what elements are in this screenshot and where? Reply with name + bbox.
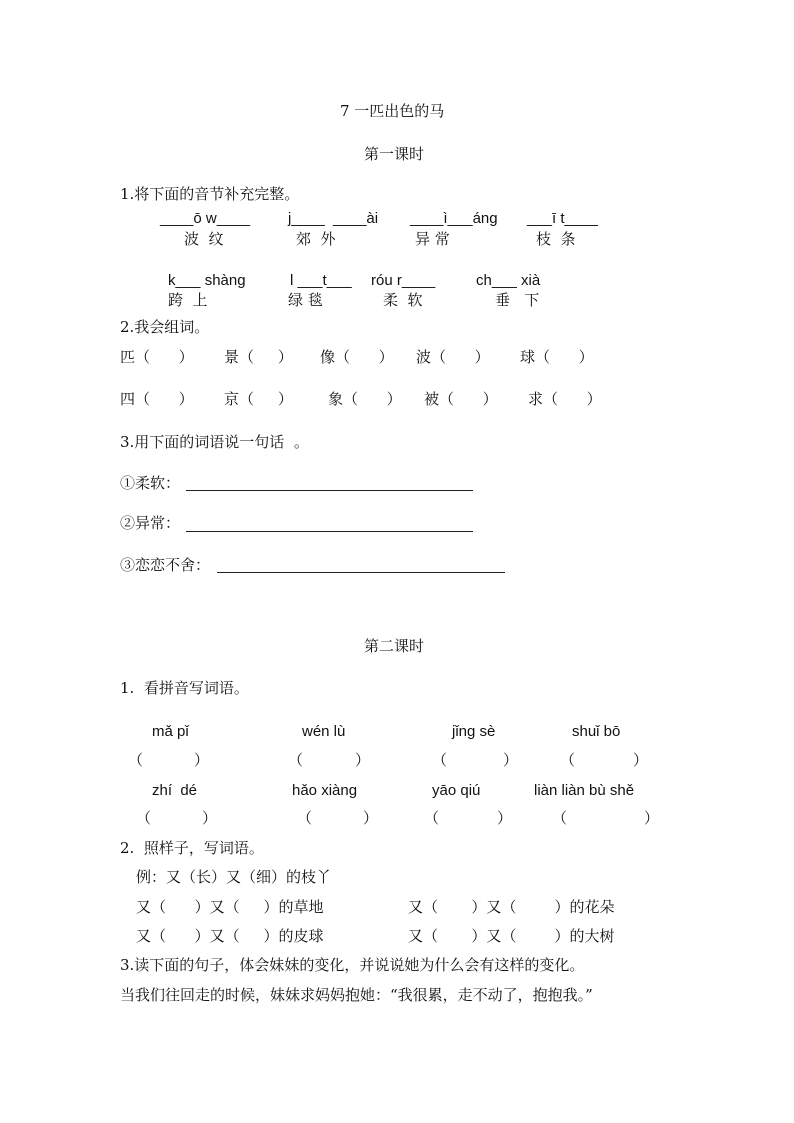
answer-paren-close: ）: [644, 809, 660, 827]
l2-q3-title: 3.读下面的句子，体会妹妹的变化，并说说她为什么会有这样的变化。: [120, 956, 585, 974]
phrase-blank: 又（ ）又（ ）的大树: [408, 927, 615, 945]
word-chars: 枝 条: [536, 230, 576, 248]
pinyin-blank: l ___t___: [290, 272, 352, 289]
answer-paren-close: ）: [363, 809, 379, 827]
pinyin-prompt: mǎ pǐ: [152, 723, 189, 740]
answer-paren-close: ）: [202, 809, 218, 827]
word-group-blank: 象（ ）: [328, 390, 402, 408]
word-chars: 柔 软: [383, 291, 423, 309]
word-group-blank: 球（ ）: [520, 348, 594, 366]
answer-paren-close: ）: [194, 751, 210, 769]
pinyin-prompt: yāo qiú: [432, 782, 481, 799]
word-chars: 波 纹: [184, 230, 224, 248]
worksheet-title: 7 一匹出色的马: [340, 102, 445, 120]
answer-paren-open: （: [424, 809, 440, 827]
pinyin-blank: j____ ____ài: [288, 210, 379, 227]
example-line: 例：又（长）又（细）的枝丫: [136, 868, 332, 886]
word-group-blank: 求（ ）: [528, 390, 602, 408]
word-group-blank: 四（ ）: [120, 390, 194, 408]
l1-q1-title: 1.将下面的音节补充完整。: [120, 185, 300, 203]
word-chars: 异 常: [415, 230, 450, 248]
sentence-item-label: ①柔软：: [120, 474, 181, 492]
word-chars: 绿 毯: [288, 291, 323, 309]
l1-q3-title: 3.用下面的词语说一句话 。: [120, 433, 309, 451]
sentence-item-label: ③恋恋不舍：: [120, 556, 211, 574]
phrase-blank: 又（ ）又（ ）的花朵: [408, 898, 615, 916]
pinyin-prompt: wén lù: [302, 723, 346, 740]
pinyin-blank: k___ shàng: [168, 272, 246, 289]
pinyin-blank: róu r____: [371, 272, 436, 289]
word-group-blank: 景（ ）: [224, 348, 293, 366]
l2-q2-title: 2. 照样子，写词语。: [120, 839, 264, 857]
phrase-blank: 又（ ）又（ ）的草地: [136, 898, 324, 916]
word-chars: 跨 上: [168, 291, 208, 309]
l1-q2-title: 2.我会组词。: [120, 318, 210, 336]
answer-paren-close: ）: [503, 751, 519, 769]
lesson1-heading: 第一课时: [364, 145, 425, 163]
l2-q1-title: 1. 看拼音写词语。: [120, 679, 249, 697]
answer-paren-open: （: [128, 751, 144, 769]
answer-line: [217, 572, 505, 573]
pinyin-prompt: jǐng sè: [452, 723, 496, 740]
word-group-blank: 波（ ）: [416, 348, 490, 366]
pinyin-blank: ____ō w____: [160, 210, 251, 227]
word-group-blank: 匹（ ）: [120, 348, 194, 366]
answer-line: [186, 531, 473, 532]
word-group-blank: 像（ ）: [320, 348, 394, 366]
answer-line: [186, 490, 473, 491]
pinyin-prompt: hǎo xiàng: [292, 782, 358, 799]
answer-paren-open: （: [136, 809, 152, 827]
answer-paren-open: （: [288, 751, 304, 769]
answer-paren-open: （: [552, 809, 568, 827]
answer-paren-close: ）: [355, 751, 371, 769]
answer-paren-open: （: [432, 751, 448, 769]
word-group-blank: 京（ ）: [224, 390, 293, 408]
pinyin-prompt: liàn liàn bù shě: [534, 782, 635, 799]
pinyin-blank: ____ì___áng: [410, 210, 498, 227]
word-chars: 郊 外: [296, 230, 336, 248]
answer-paren-close: ）: [633, 751, 649, 769]
answer-paren-open: （: [297, 809, 313, 827]
pinyin-prompt: zhí dé: [152, 782, 198, 799]
reading-sentence: 当我们往回走的时候，妹妹求妈妈抱她：“我很累，走不动了，抱抱我。”: [120, 986, 593, 1004]
answer-paren-close: ）: [497, 809, 513, 827]
phrase-blank: 又（ ）又（ ）的皮球: [136, 927, 324, 945]
pinyin-prompt: shuǐ bō: [572, 723, 621, 740]
pinyin-blank: ch___ xià: [476, 272, 541, 289]
answer-paren-open: （: [560, 751, 576, 769]
lesson2-heading: 第二课时: [364, 637, 425, 655]
sentence-item-label: ②异常：: [120, 514, 181, 532]
word-chars: 垂 下: [495, 291, 540, 309]
word-group-blank: 被（ ）: [424, 390, 498, 408]
pinyin-blank: ___ī t____: [527, 210, 598, 227]
